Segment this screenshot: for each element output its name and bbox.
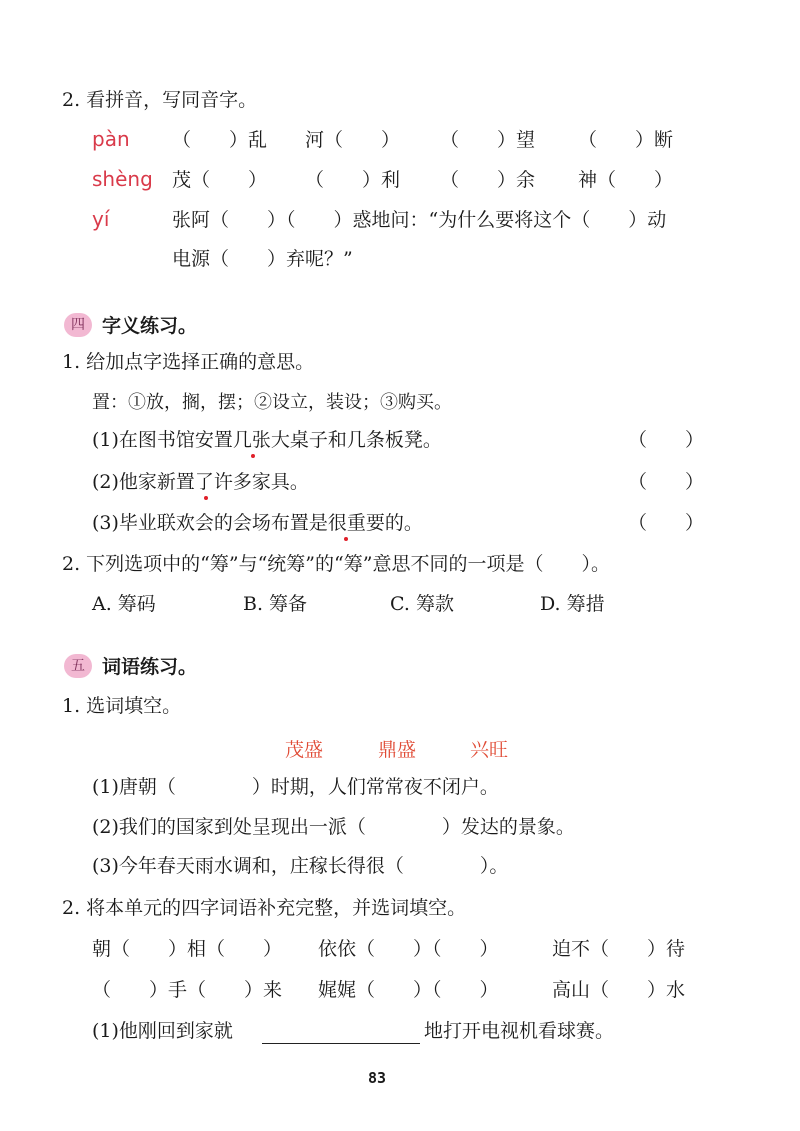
pinyin-sheng: shèng xyxy=(92,167,153,191)
section-5-header xyxy=(64,652,197,679)
sentence-end: 地打开电视机看球赛。 xyxy=(424,1020,615,1042)
option-a[interactable]: A. 筹码 xyxy=(92,593,156,615)
question-2-title: 2. 下列选项中的“筹”与“统筹”的“筹”意思不同的一项是（ ）。 xyxy=(62,553,610,575)
idiom-blank[interactable]: （ ）手（ ）来 xyxy=(92,979,283,1001)
section-title: 字义练习。 xyxy=(102,315,198,337)
blank-item[interactable]: （ ）望 xyxy=(440,129,536,151)
answer-blank[interactable]: （ ） xyxy=(628,512,705,534)
sentence-start: (1)他刚回到家就 xyxy=(92,1020,233,1042)
choice-word: 兴旺 xyxy=(470,739,509,761)
idiom-blank[interactable]: 朝（ ）相（ ） xyxy=(92,938,283,960)
emphasis-dot xyxy=(204,496,208,500)
section-4-header xyxy=(64,311,197,338)
blank-item[interactable]: （ ）利 xyxy=(305,169,401,191)
question-1-title: 1. 给加点字选择正确的意思。 xyxy=(62,351,315,373)
fill-sentence[interactable]: (3)今年春天雨水调和，庄稼长得很（ ）。 xyxy=(92,855,509,877)
blank-item[interactable]: 河（ ） xyxy=(305,129,401,151)
sentence-line[interactable]: 电源（ ）弃呢？” xyxy=(172,248,353,270)
section-title: 词语练习。 xyxy=(102,656,198,678)
idiom-blank[interactable]: 迫不（ ）待 xyxy=(552,938,686,960)
choice-word: 鼎盛 xyxy=(378,739,417,761)
answer-underline[interactable] xyxy=(262,1043,420,1044)
option-d[interactable]: D. 筹措 xyxy=(540,593,605,615)
sentence-item: (3)毕业联欢会的会场布置是很重要的。 xyxy=(92,512,423,534)
meaning-line: 置：①放，搁，摆；②设立，装设；③购买。 xyxy=(92,392,452,413)
idiom-blank[interactable]: 娓娓（ ）（ ） xyxy=(318,979,499,1001)
blank-item[interactable]: 茂（ ） xyxy=(172,169,268,191)
answer-blank[interactable]: （ ） xyxy=(628,429,705,451)
question-2-title: 2. 将本单元的四字词语补充完整，并选词填空。 xyxy=(62,897,467,919)
question-2-title: 2. 看拼音，写同音字。 xyxy=(62,89,258,111)
blank-item[interactable]: （ ）余 xyxy=(440,169,536,191)
option-c[interactable]: C. 筹款 xyxy=(390,593,454,615)
sentence-line[interactable]: 张阿（ ）（ ）惑地问：“为什么要将这个（ ）动 xyxy=(172,209,667,231)
question-1-title: 1. 选词填空。 xyxy=(62,695,182,717)
blank-item[interactable]: 神（ ） xyxy=(578,169,674,191)
pinyin-pan: pàn xyxy=(92,127,130,151)
fill-sentence[interactable]: (2)我们的国家到处呈现出一派（ ）发达的景象。 xyxy=(92,816,575,838)
idiom-blank[interactable]: 依依（ ）（ ） xyxy=(318,938,499,960)
section-badge-4: 四 xyxy=(64,313,92,337)
blank-item[interactable]: （ ）断 xyxy=(578,129,674,151)
fill-sentence[interactable]: (1)唐朝（ ）时期，人们常常夜不闭户。 xyxy=(92,776,499,798)
choice-word: 茂盛 xyxy=(285,739,324,761)
option-b[interactable]: B. 筹备 xyxy=(243,593,308,615)
pinyin-yi: yí xyxy=(92,207,110,231)
page-number: 83 xyxy=(368,1069,387,1087)
blank-item[interactable]: （ ）乱 xyxy=(172,129,268,151)
answer-blank[interactable]: （ ） xyxy=(628,471,705,493)
section-badge-5: 五 xyxy=(64,654,92,678)
sentence-item: (1)在图书馆安置几张大桌子和几条板凳。 xyxy=(92,429,442,451)
emphasis-dot xyxy=(251,454,255,458)
sentence-item: (2)他家新置了许多家具。 xyxy=(92,471,309,493)
idiom-blank[interactable]: 高山（ ）水 xyxy=(552,979,686,1001)
emphasis-dot xyxy=(344,537,348,541)
